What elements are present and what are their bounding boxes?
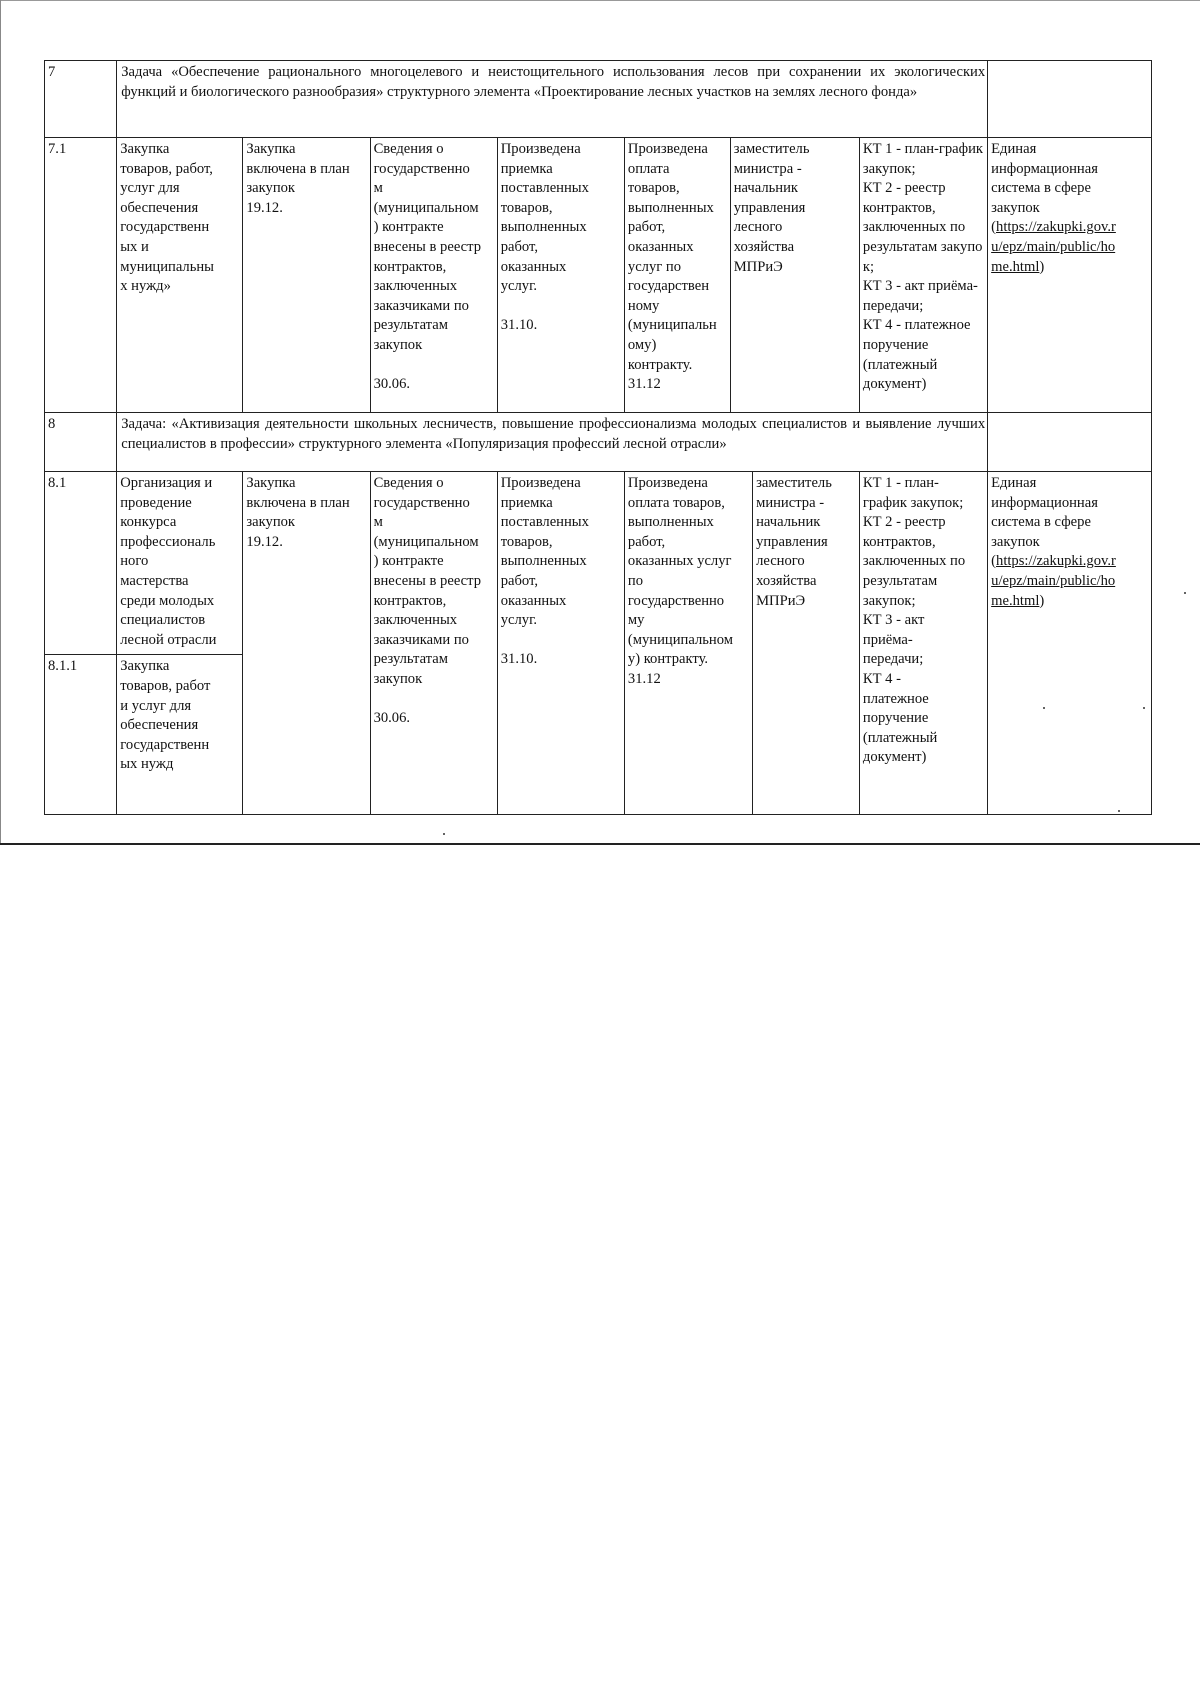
control-points-cell: КТ 1 - план-график закупок; КТ 2 - реестр контрактов, заключенных по результатам закупок; КТ 3 - акт приёма- передачи; КТ 4 - платежное поручение (платежный документ)	[859, 138, 987, 413]
table-row	[45, 413, 1152, 472]
link-paren: )	[1039, 592, 1045, 609]
table-row	[45, 472, 1152, 655]
stage-3-cell: Произведена приемка поставленных товаров, выполненных работ, оказанных услуг. 31.10.	[497, 472, 624, 815]
scan-bottom-line	[0, 843, 1200, 845]
stage-2-cell: Сведения о государственно м (муниципальном ) контракте внесены в реестр контрактов, заключенных заказчиками по результатам закупок 30.06.	[370, 472, 497, 815]
row-number: 8.1	[45, 472, 117, 655]
scan-speck	[1143, 707, 1145, 709]
info-system-cell	[988, 472, 1152, 815]
stage-4-cell: Произведена оплата товаров, выполненных работ, оказанных услуг по государственно му (муниципальном у) контракту. 31.12	[624, 472, 752, 815]
zakupki-link[interactable]: https://zakupki.gov.r u/epz/main/public/ho me.html	[991, 553, 1116, 609]
event-cell: Закупка товаров, работ, услуг для обеспечения государственн ых и муниципальны х нужд»	[117, 138, 243, 413]
stage-1-cell: Закупка включена в план закупок 19.12.	[243, 472, 370, 815]
empty-cell	[988, 413, 1152, 472]
row-number: 7	[45, 61, 117, 138]
scan-speck	[1184, 592, 1186, 594]
info-system-cell	[988, 138, 1152, 413]
stage-1-cell: Закупка включена в план закупок 19.12.	[243, 138, 370, 413]
info-system-text: Единая информационная система в сфере закупок (	[991, 141, 1098, 236]
scan-speck	[1118, 810, 1120, 812]
info-system-text: Единая информационная система в сфере закупок (	[991, 475, 1098, 570]
stage-2-cell: Сведения о государственно м (муниципальном ) контракте внесены в реестр контрактов, заключенных заказчиками по результатам закупок 30.06.	[370, 138, 497, 413]
stage-3-cell: Произведена приемка поставленных товаров, выполненных работ, оказанных услуг. 31.10.	[497, 138, 624, 413]
event-cell: Закупка товаров, работ и услуг для обеспечения государственн ых нужд	[117, 655, 243, 815]
event-cell: Организация и проведение конкурса профессиональ ного мастерства среди молодых специалистов лесной отрасли	[117, 472, 243, 655]
scan-top-edge	[0, 0, 1200, 1]
scan-left-edge	[0, 0, 1, 845]
plan-table	[44, 60, 1152, 815]
responsible-cell: заместитель министра - начальник управления лесного хозяйства МПРиЭ	[753, 472, 860, 815]
row-number: 8.1.1	[45, 655, 117, 815]
empty-cell	[988, 61, 1152, 138]
row-number: 8	[45, 413, 117, 472]
row-number: 7.1	[45, 138, 117, 413]
link-paren: )	[1039, 258, 1045, 275]
zakupki-link[interactable]: https://zakupki.gov.r u/epz/main/public/ho me.html	[991, 219, 1116, 275]
table-row	[45, 61, 1152, 138]
task-description: Задача: «Активизация деятельности школьных лесничеств, повышение профессионализма молодых специалистов и выявление лучших специалистов в профессии» структурного элемента «Популяризация профессий лесной отрасли»	[117, 413, 988, 472]
responsible-cell: заместитель министра - начальник управления лесного хозяйства МПРиЭ	[730, 138, 859, 413]
scan-speck	[1043, 707, 1045, 709]
stage-4-cell: Произведена оплата товаров, выполненных работ, оказанных услуг по государствен ному (муниципальн ому) контракту. 31.12	[624, 138, 730, 413]
control-points-cell: КТ 1 - план- график закупок; КТ 2 - реестр контрактов, заключенных по результатам закупок; КТ 3 - акт приёма- передачи; КТ 4 - платежное поручение (платежный документ)	[859, 472, 987, 815]
task-description: Задача «Обеспечение рационального многоцелевого и неистощительного использования лесов при сохранении их экологических функций и биологического разнообразия» структурного элемента «Проектирование лесных участков на землях лесного фонда»	[117, 61, 988, 138]
scan-speck	[443, 833, 445, 835]
table-row	[45, 138, 1152, 413]
